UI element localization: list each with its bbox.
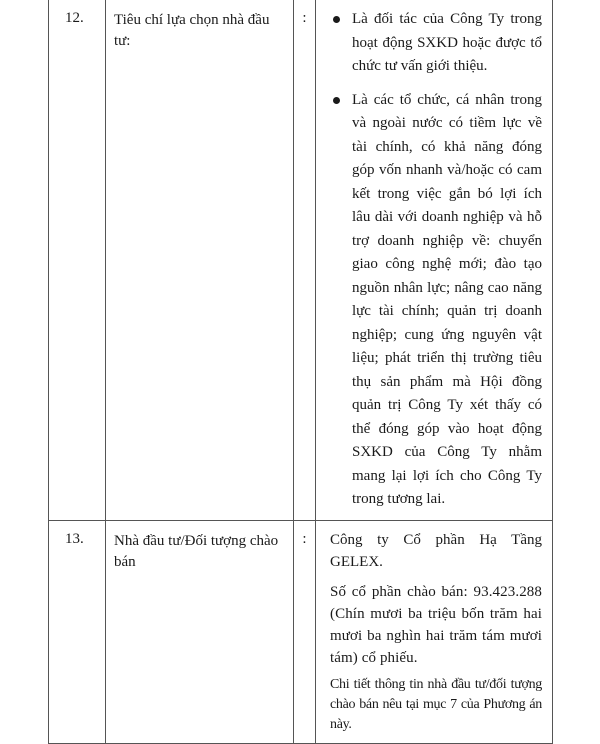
item-label: Tiêu chí lựa chọn nhà đầu tư:: [106, 0, 294, 520]
shares-offered: Số cổ phần chào bán: 93.423.288 (Chín mươi ba triệu bốn trăm hai mươi ba nghìn hai trăm tám mươi tám) cổ phiếu.: [330, 583, 542, 666]
bullet-text: Là đối tác của Công Ty trong hoạt động SXKD hoặc được tổ chức tư vấn giới thiệu.: [352, 11, 542, 74]
criteria-table: [48, 0, 553, 744]
bullet-icon: [333, 16, 340, 23]
item-content: [316, 0, 553, 520]
investor-name: Công ty Cổ phần Hạ Tầng GELEX.: [330, 531, 542, 570]
item-number: 13.: [49, 520, 106, 743]
bullet-text: Là các tổ chức, cá nhân trong và ngoài nước có tiềm lực về tài chính, có khả năng đóng góp vốn nhanh và/hoặc có cam kết trong việc gắn bó lợi ích lâu dài với doanh nghiệp và hỗ trợ doanh nghiệp về: chuyển giao công nghệ mới; đào tạo nguồn nhân lực; nâng cao năng lực tài chính; quản trị doanh nghiệp; cung ứng nguyên vật liệu; phát triển thị trường tiêu thụ sản phẩm mà Hội đồng quản trị Công Ty xét thấy có thể đóng góp vào hoạt động SXKD của Công Ty nhằm mang lại lợi ích cho Công Ty trong tương lai.: [352, 91, 542, 507]
item-content: [316, 520, 553, 743]
list-item: [330, 8, 542, 79]
bullet-list: [330, 8, 542, 512]
table-row: [49, 520, 553, 743]
list-item: [330, 89, 542, 512]
colon-separator: :: [294, 0, 316, 520]
item-number: 12.: [49, 0, 106, 520]
table-row: [49, 0, 553, 520]
bullet-icon: [333, 97, 340, 104]
colon-separator: :: [294, 520, 316, 743]
investor-detail-note: Chi tiết thông tin nhà đầu tư/đối tượng chào bán nêu tại mục 7 của Phương án này.: [330, 676, 542, 732]
item-label: Nhà đầu tư/Đối tượng chào bán: [106, 520, 294, 743]
